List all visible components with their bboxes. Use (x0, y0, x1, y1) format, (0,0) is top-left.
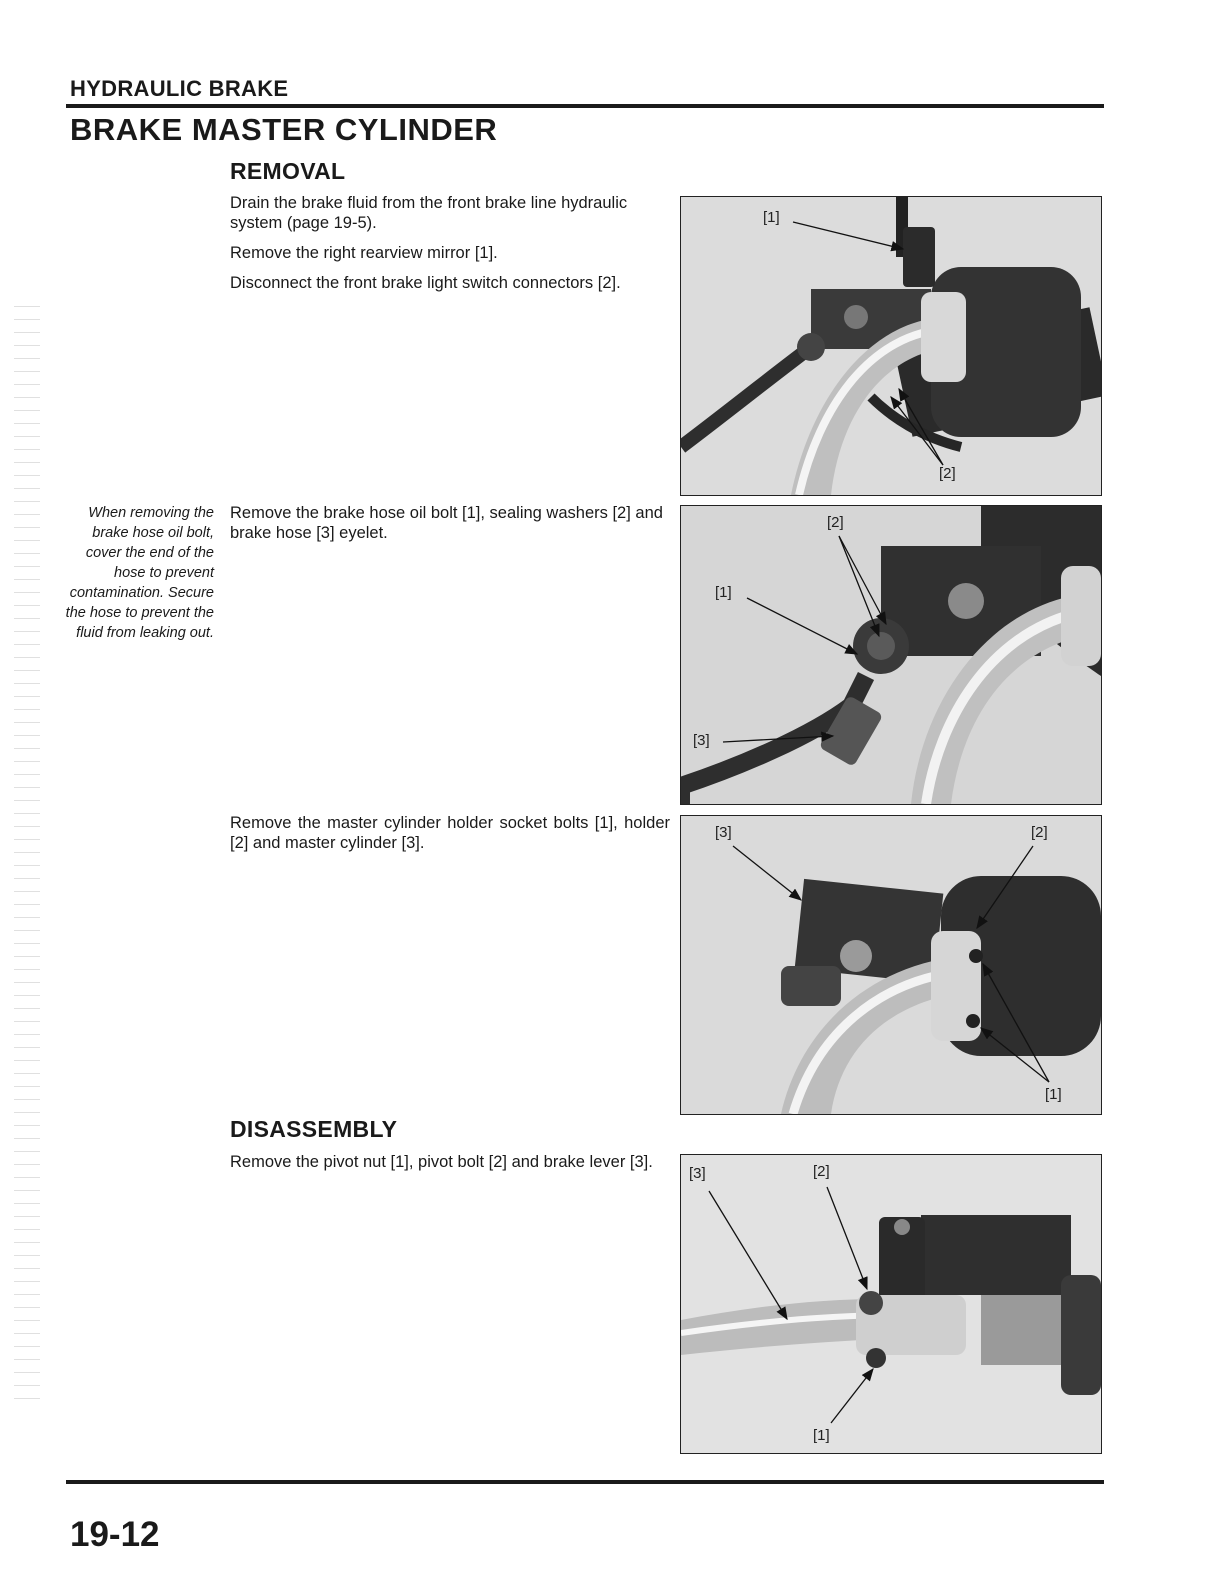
step-oil-bolt: Remove the brake hose oil bolt [1], sealing washers [2] and brake hose [3] eyelet. (230, 504, 663, 542)
callout-3: [3] (689, 1165, 706, 1182)
figure-lever-removal (680, 1154, 1102, 1454)
footer-rule (66, 1480, 1104, 1484)
step-holder: Remove the master cylinder holder socket bolts [1], holder [2] and master cylinder [3]. (230, 814, 670, 852)
callout-2: [2] (813, 1163, 830, 1180)
callout-3: [3] (693, 732, 710, 749)
callout-3: [3] (715, 824, 732, 841)
scan-edge-artifact (14, 300, 40, 1400)
figure-mirror-removal (680, 196, 1102, 496)
leader-lines (681, 197, 1101, 495)
callout-2: [2] (939, 465, 956, 482)
page-number: 19-12 (70, 1515, 160, 1554)
callout-1: [1] (763, 209, 780, 226)
step-lever: Remove the pivot nut [1], pivot bolt [2] and brake lever [3]. (230, 1153, 653, 1171)
callout-2: [2] (1031, 824, 1048, 841)
header-rule (66, 104, 1104, 108)
leader-lines (681, 506, 1101, 804)
removal-heading: REMOVAL (230, 158, 346, 184)
page-title: BRAKE MASTER CYLINDER (70, 112, 498, 147)
leader-lines (681, 816, 1101, 1114)
leader-lines (681, 1155, 1101, 1453)
disassembly-heading: DISASSEMBLY (230, 1116, 398, 1142)
callout-1: [1] (1045, 1086, 1062, 1103)
callout-1: [1] (715, 584, 732, 601)
figure-oil-bolt-removal (680, 505, 1102, 805)
section-header: HYDRAULIC BRAKE (70, 76, 289, 101)
step-drain: Drain the brake fluid from the front brake line hydraulic system (page 19-5). (230, 194, 628, 232)
step-connectors: Disconnect the front brake light switch connectors [2]. (230, 274, 621, 292)
callout-1: [1] (813, 1427, 830, 1444)
removal-steps (230, 193, 670, 303)
callout-2: [2] (827, 514, 844, 531)
side-note: When removing the brake hose oil bolt, cover the end of the hose to prevent contamination. Secure the hose to prevent the fluid from leaking out. (65, 505, 214, 641)
step-mirror: Remove the right rearview mirror [1]. (230, 244, 498, 262)
figure-holder-removal (680, 815, 1102, 1115)
